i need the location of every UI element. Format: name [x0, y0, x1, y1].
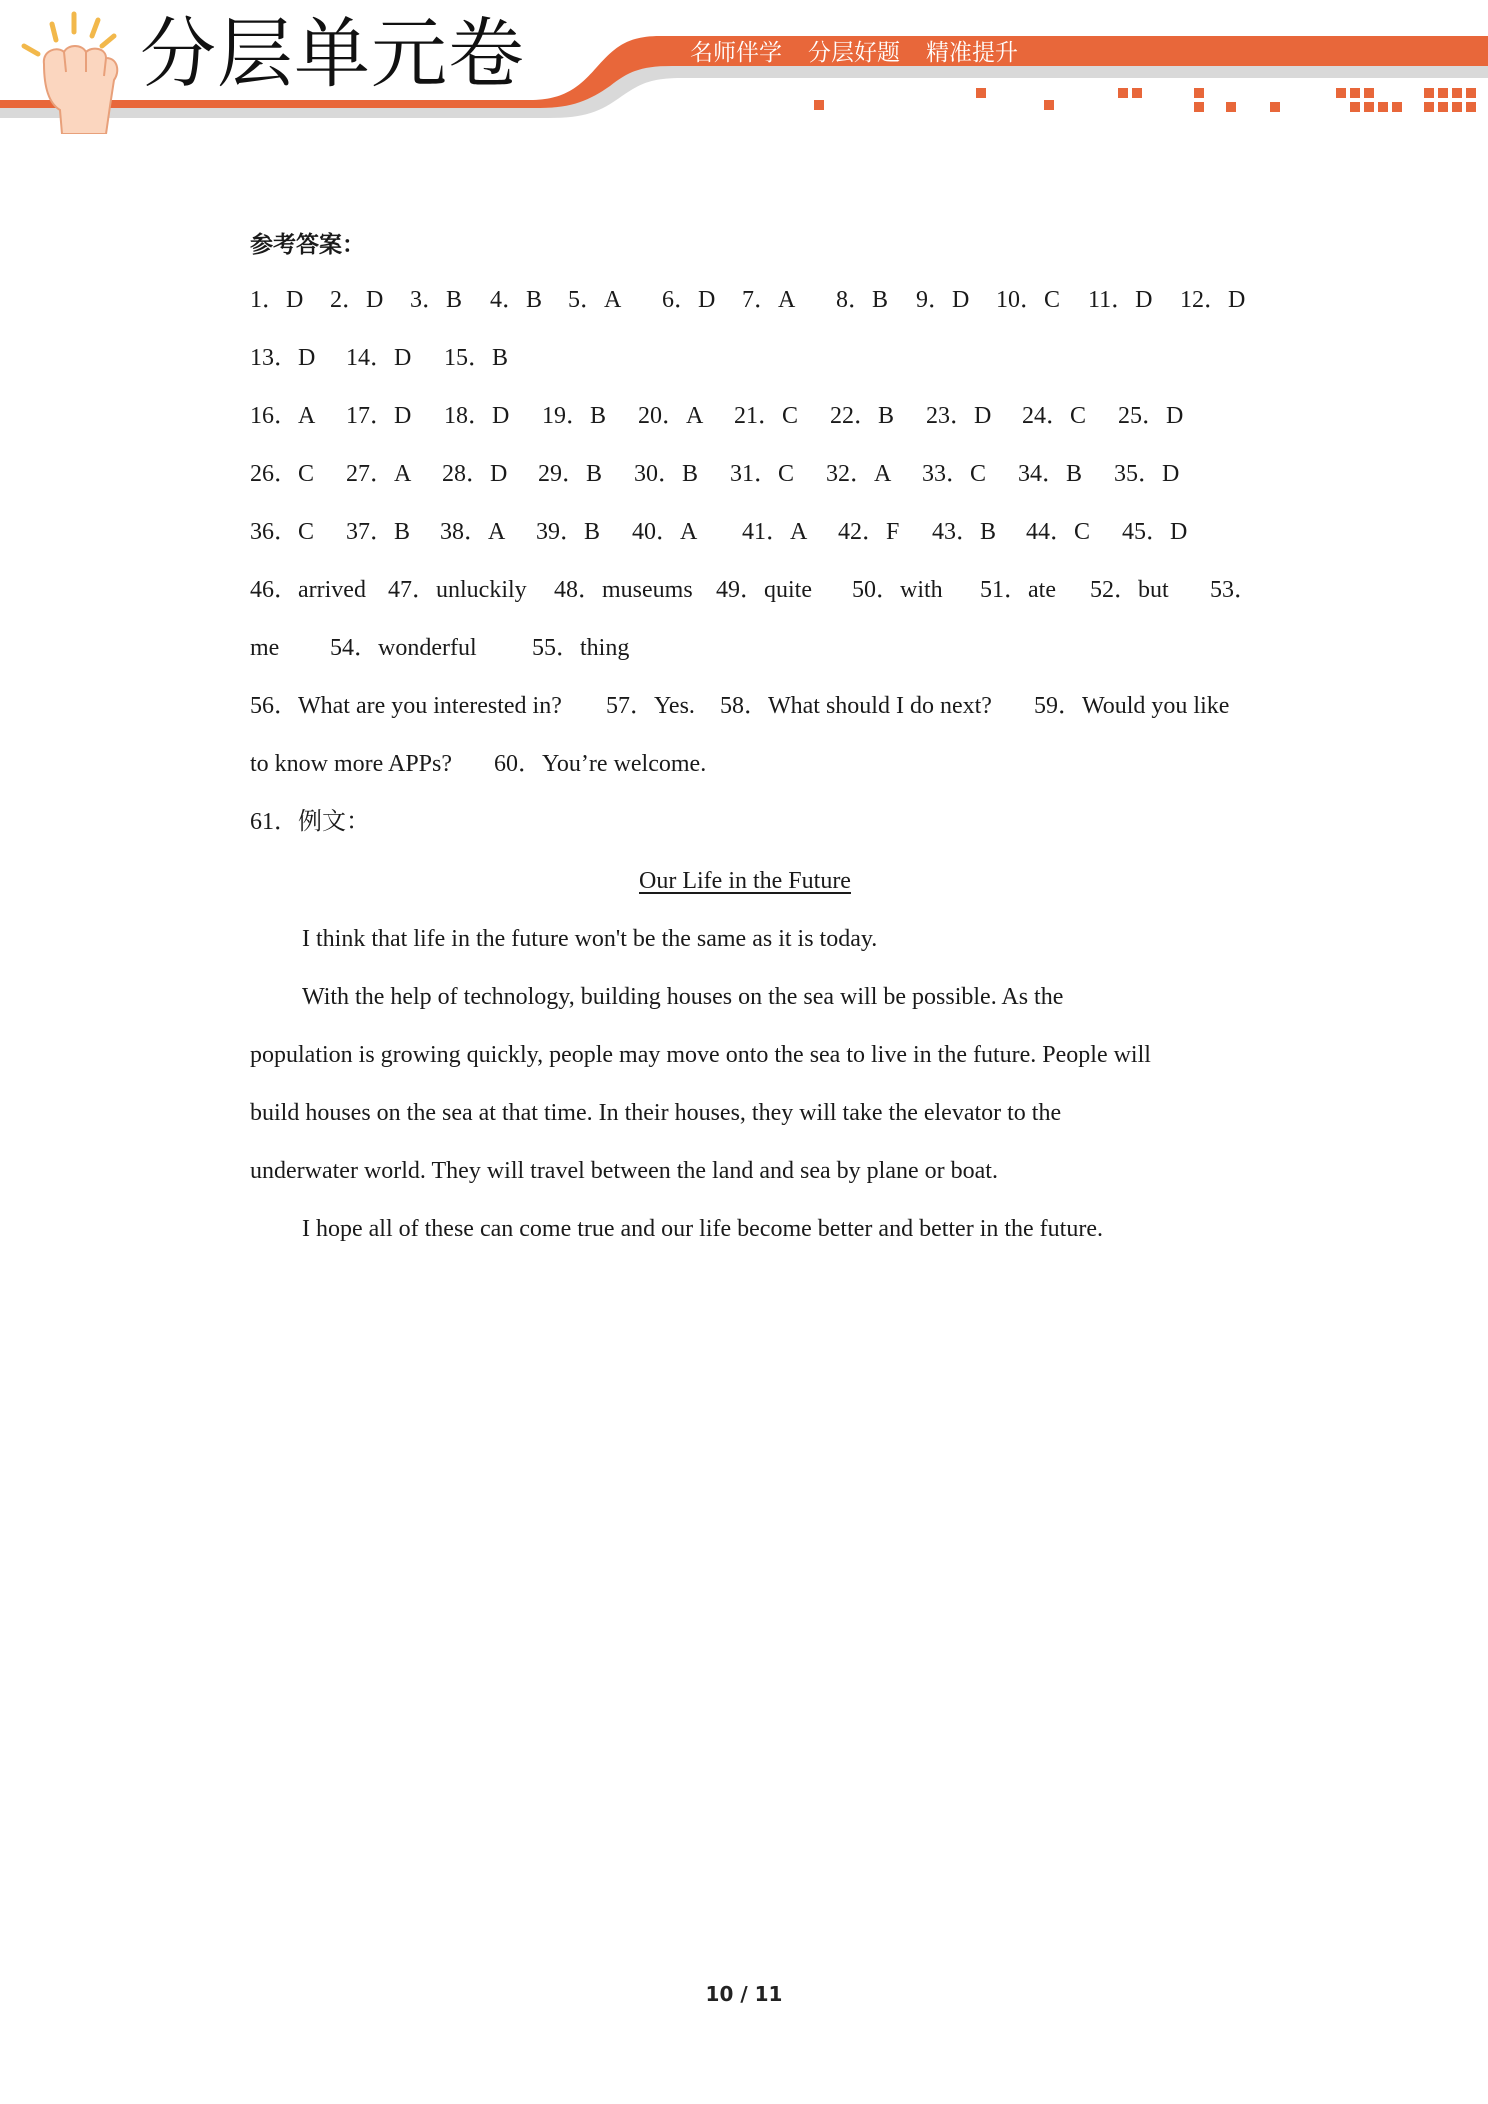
essay-line: I hope all of these can come true and our life become better and better in the future.	[302, 1216, 1103, 1242]
answer-item: 32．A	[826, 461, 892, 487]
answer-item: 23．D	[926, 403, 992, 429]
page-header	[0, 0, 1488, 140]
answer-item: 35．D	[1114, 461, 1180, 487]
slogan-3: 精准提升	[926, 40, 1018, 66]
answer-item: 27．A	[346, 461, 412, 487]
answer-item: 44．C	[1026, 519, 1091, 545]
answer-item: 37．B	[346, 519, 411, 545]
answer-item: 41．A	[742, 519, 808, 545]
essay-line: build houses on the sea at that time. In their houses, they will take the elevator to the	[250, 1100, 1062, 1126]
answer-item: 46．arrived	[250, 577, 366, 603]
answer-item: 16．A	[250, 403, 316, 429]
answer-item: 19．B	[542, 403, 607, 429]
answer-item: 47．unluckily	[388, 577, 527, 603]
answer-item: 22．B	[830, 403, 895, 429]
answer-item: 13．D	[250, 345, 316, 371]
brand-title: 分层单元卷	[140, 9, 525, 98]
answer-item: 45．D	[1122, 519, 1188, 545]
answer-item: 42．F	[838, 519, 900, 545]
answer-item: 48．museums	[554, 577, 693, 603]
answer-item: 58．What should I do next?	[720, 693, 992, 719]
answer-item: 28．D	[442, 461, 508, 487]
answer-item: 3．B	[410, 287, 463, 313]
answer-item: 30．B	[634, 461, 699, 487]
answer-item: 50．with	[852, 577, 943, 603]
answer-item: 34．B	[1018, 461, 1083, 487]
answer-item: 9．D	[916, 287, 970, 313]
answer-item: 40．A	[632, 519, 698, 545]
answer-item: 43．B	[932, 519, 997, 545]
slogan-2: 分层好题	[808, 40, 900, 66]
answer-item: 4．B	[490, 287, 543, 313]
essay-line: I think that life in the future won't be the same as it is today.	[302, 926, 878, 952]
answer-item: 8．B	[836, 287, 889, 313]
answer-item: 20．A	[638, 403, 704, 429]
answer-item: 56．What are you interested in?	[250, 693, 562, 719]
answer-item: 2．D	[330, 287, 384, 313]
answer-item: 10．C	[996, 287, 1061, 313]
essay-line: underwater world. They will travel between the land and sea by plane or boat.	[250, 1158, 998, 1184]
answer-item: 26．C	[250, 461, 315, 487]
slogan-1: 名师伴学	[690, 40, 782, 66]
fist-icon	[6, 6, 146, 134]
answer-item: 15．B	[444, 345, 509, 371]
answer-item: 24．C	[1022, 403, 1087, 429]
answer-item: 1．D	[250, 287, 304, 313]
answer-item: 6．D	[662, 287, 716, 313]
answer-item: 60．You’re welcome.	[494, 751, 707, 777]
answer-item: 31．C	[730, 461, 795, 487]
answer-item: 39．B	[536, 519, 601, 545]
answer-item: me	[250, 635, 280, 661]
answer-item: 59．Would you like	[1034, 693, 1230, 719]
answer-item: 55．thing	[532, 635, 630, 661]
answer-item: 49．quite	[716, 577, 812, 603]
answer-item: 36．C	[250, 519, 315, 545]
answer-item: 5．A	[568, 287, 622, 313]
answer-item: 33．C	[922, 461, 987, 487]
answer-item: 25．D	[1118, 403, 1184, 429]
answer-item: 52．but	[1090, 577, 1169, 603]
essay-line: population is growing quickly, people may move onto the sea to live in the future. People will	[250, 1042, 1151, 1068]
essay-title: Our Life in the Future	[639, 868, 851, 894]
answer-item: 57．Yes.	[606, 693, 695, 719]
answer-item: 17．D	[346, 403, 412, 429]
answer-item: 61．例文：	[250, 809, 370, 835]
answer-item: 11．D	[1088, 287, 1153, 313]
answer-item: 14．D	[346, 345, 412, 371]
answer-item: 51．ate	[980, 577, 1056, 603]
slogan-bar	[690, 36, 1018, 70]
answer-item: to know more APPs?	[250, 751, 453, 777]
answer-item: 54．wonderful	[330, 635, 477, 661]
essay-line: With the help of technology, building houses on the sea will be possible. As the	[302, 984, 1064, 1010]
answer-item: 7．A	[742, 287, 796, 313]
answer-item: 21．C	[734, 403, 799, 429]
answer-item: 38．A	[440, 519, 506, 545]
answer-heading: 参考答案：	[250, 231, 365, 258]
answer-item: 18．D	[444, 403, 510, 429]
answer-item: 12．D	[1180, 287, 1246, 313]
answer-item: 29．B	[538, 461, 603, 487]
answer-item: 53．	[1210, 577, 1258, 603]
page-number: 10 / 11	[705, 1982, 783, 2006]
